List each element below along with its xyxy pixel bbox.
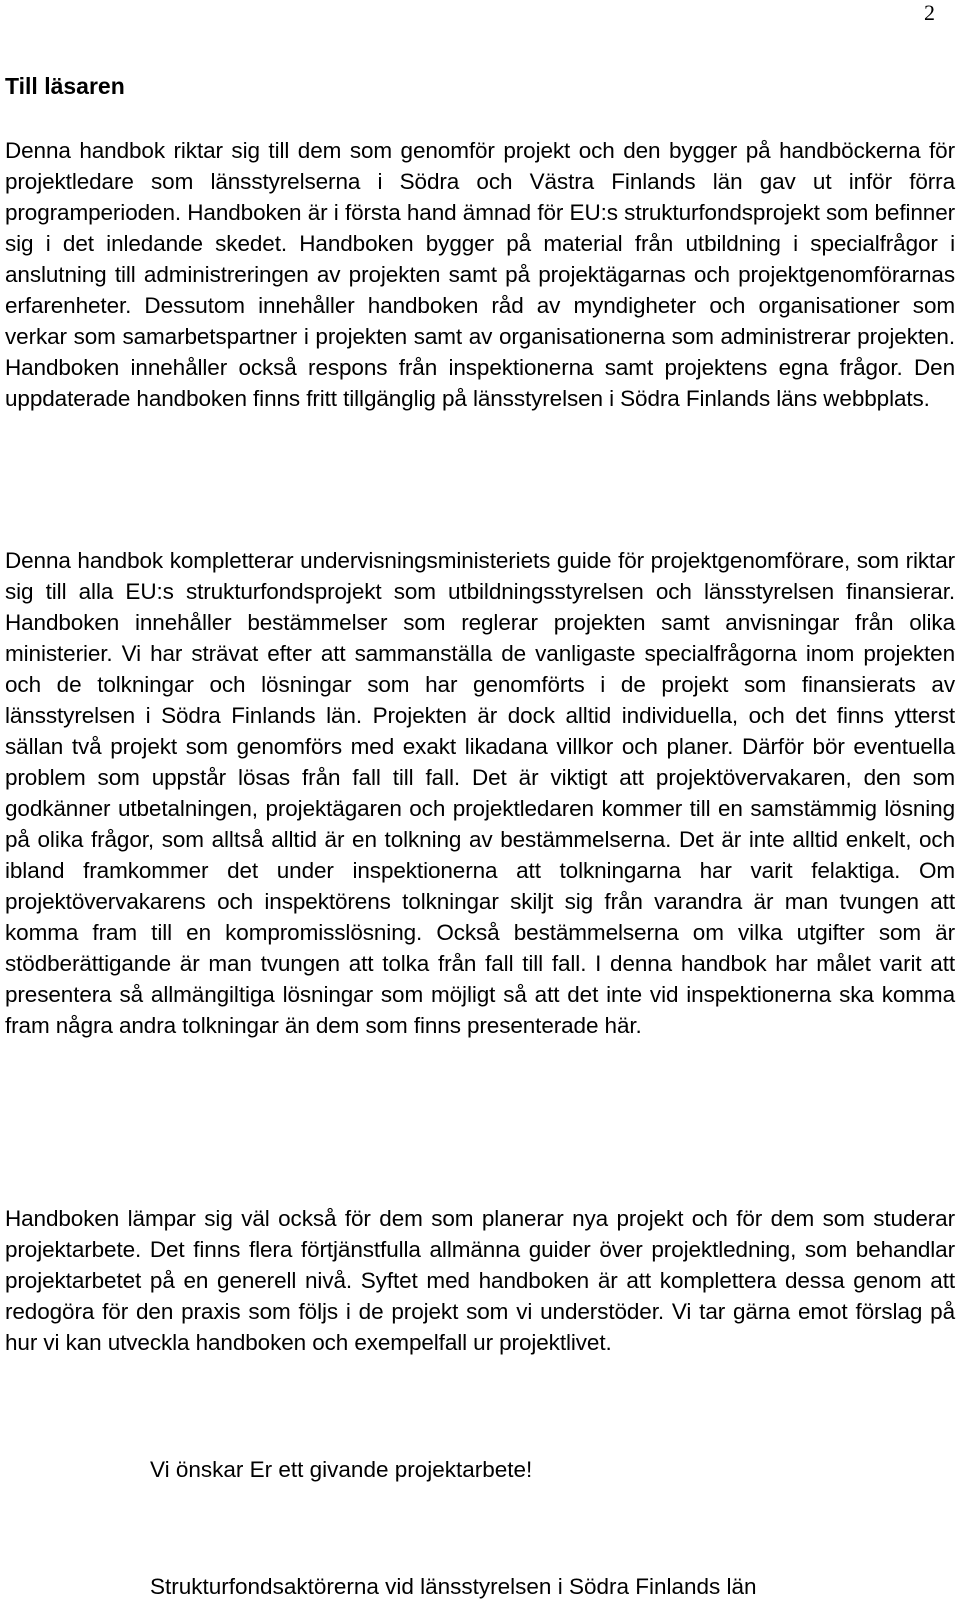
page-number: 2 [924, 0, 935, 25]
paragraph-complement: Denna handbok kompletterar undervisningsministeriets guide för projektgenomförare, som riktar sig till alla EU:s strukturfondsprojekt som utbildningsstyrelsen och länsstyrelsen finansierar. Handboken innehåller bestämmelser som reglerar projekten samt anvisningar från olika ministerier. Vi har strävat efter att sammanställa de vanligaste specialfrågorna inom projekten och de tolkningar och lösningar som har genomförts i de projekt som finansierats av länsstyrelsen i Södra Finlands län. Projekten är dock alltid individuella, och det finns ytterst sällan två projekt som genomförs med exakt likadana villkor och planer. Därför bör eventuella problem som uppstår lösas från fall till fall. Det är viktigt att projektövervakaren, den som godkänner utbetalningen, projektägaren och projektledaren kommer till en samstämmig lösning på olika frågor, som alltså alltid är en tolkning av bestämmelserna. Det är inte alltid enkelt, och ibland framkommer det under inspektionerna att tolkningarna har varit felaktiga. Om projektövervakarens och inspektörens tolkningar skiljt sig från varandra är man tvungen att komma fram till en kompromisslösning. Också bestämmelserna om vilka utgifter som är stödberättigande är man tvungen att tolka från fall till fall. I denna handbok har målet varit att presentera så allmängiltiga lösningar som möjligt så att det inte vid inspektionerna ska komma fram några andra tolkningar än dem som finns presenterade här. [5, 548, 955, 1038]
signature-line: Strukturfondsaktörerna vid länsstyrelsen i Södra Finlands län [150, 1574, 757, 1599]
closing-greeting: Vi önskar Er ett givande projektarbete! [150, 1457, 533, 1482]
paragraph-intro: Denna handbok riktar sig till dem som genomför projekt och den bygger på handböckerna för projektledare som länsstyrelserna i Södra och Västra Finlands län gav ut inför förra programperioden. Handboken är i första hand ämnad för EU:s strukturfondsprojekt som befinner sig i det inledande skedet. Handboken bygger på material från utbildning i specialfrågor i anslutning till administreringen av projekten samt på projektägarnas och projektgenomförarnas erfarenheter. Dessutom innehåller handboken råd av myndigheter och organisationer som verkar som samarbetspartner i projekten samt av organisationerna som administrerar projekten. Handboken innehåller också respons från inspektionerna samt projektens egna frågor. Den uppdaterade handboken finns fritt tillgänglig på länsstyrelsen i Södra Finlands läns webbplats. [5, 138, 955, 411]
paragraph-usage: Handboken lämpar sig väl också för dem som planerar nya projekt och för dem som studerar projektarbete. Det finns flera förtjänstfulla allmänna guider över projektledning, som behandlar projektarbetet på en generell nivå. Syftet med handboken är att komplettera dessa genom att redogöra för den praxis som följs i de projekt som vi understöder. Vi tar gärna emot förslag på hur vi kan utveckla handboken och exempelfall ur projektlivet. [5, 1206, 955, 1355]
page-heading: Till läsaren [5, 73, 125, 99]
